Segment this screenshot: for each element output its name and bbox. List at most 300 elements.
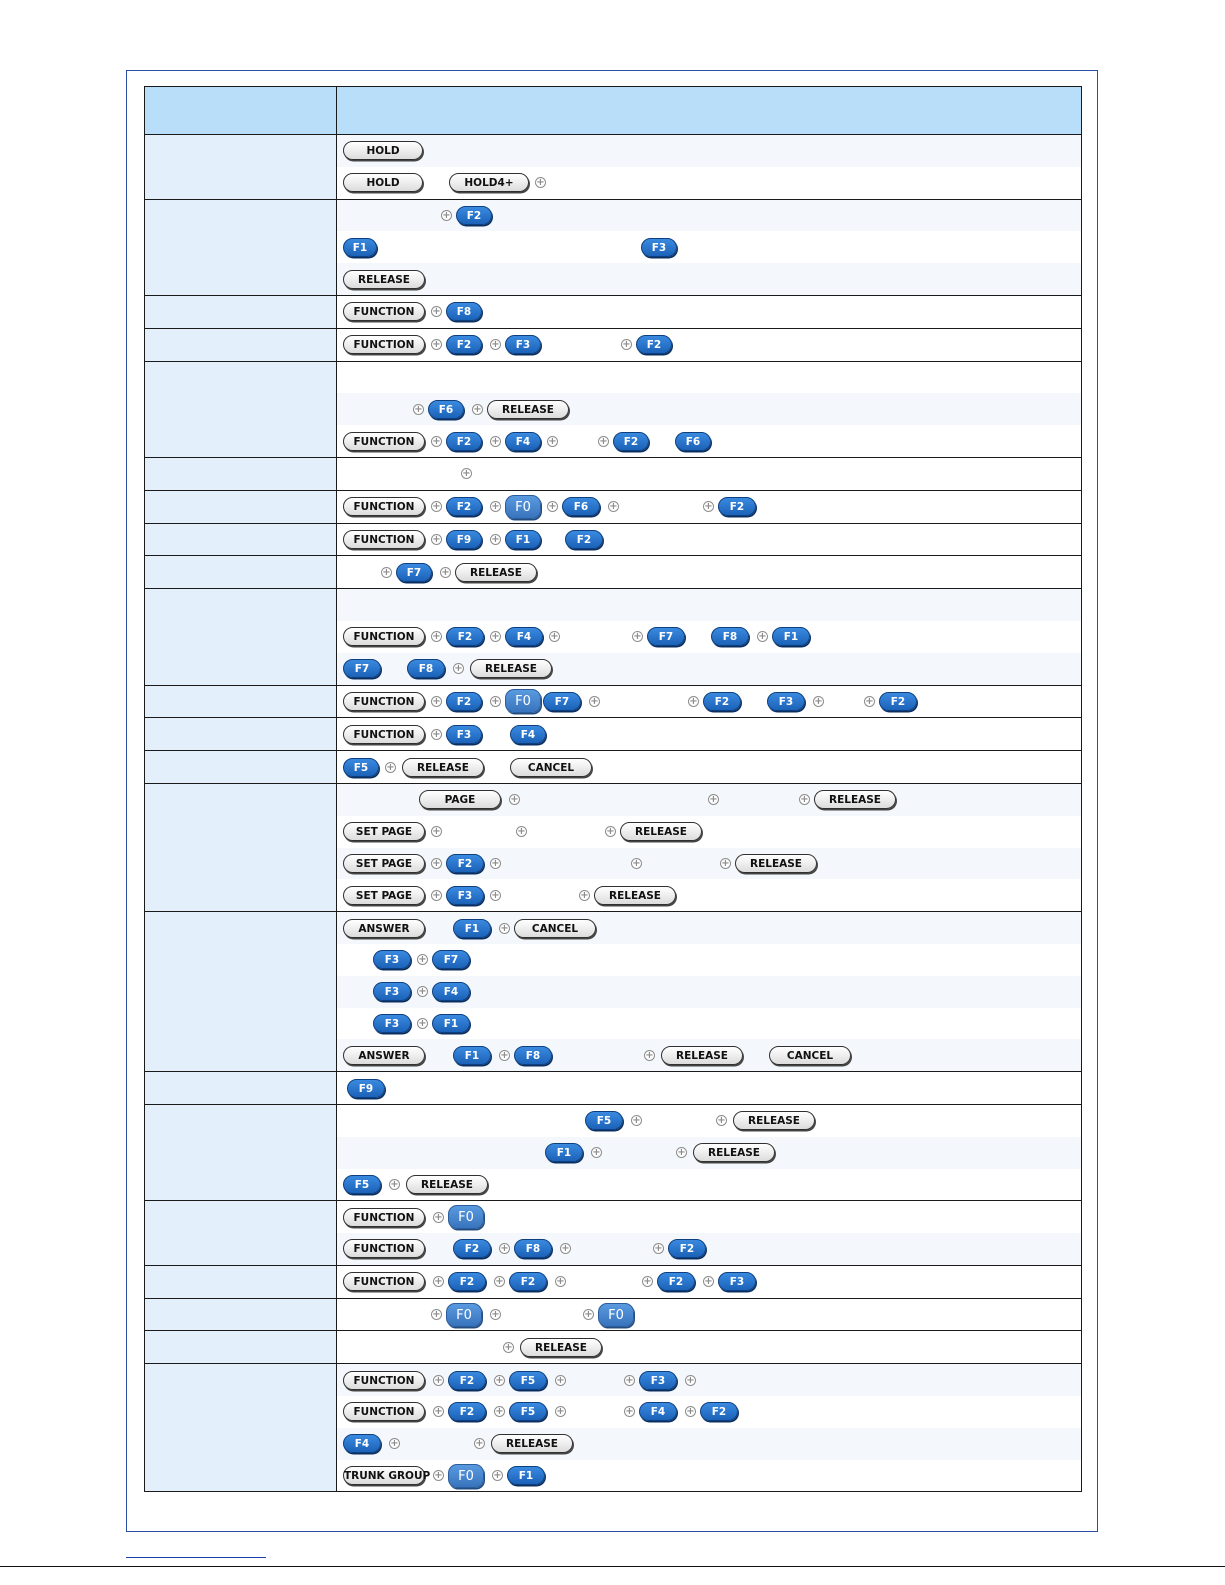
procedure-line — [337, 231, 1081, 263]
procedure-line — [337, 686, 1081, 718]
f4-key[interactable]: F4 — [432, 982, 470, 1001]
function-key[interactable]: FUNCTION — [343, 1208, 425, 1227]
plus-icon: + — [654, 1243, 663, 1255]
feature-cell — [145, 751, 337, 784]
plus-icon: + — [454, 663, 463, 675]
table-row — [145, 718, 1082, 751]
release-key[interactable]: RELEASE — [693, 1143, 775, 1162]
f2-key[interactable]: F2 — [448, 1371, 486, 1390]
procedure-line — [337, 1072, 1081, 1104]
procedure-line — [337, 458, 1081, 490]
procedure-cell — [337, 295, 1082, 328]
procedure-line — [337, 1364, 1081, 1396]
f0-key[interactable]: F0 — [505, 495, 541, 519]
f4-key[interactable]: F4 — [505, 627, 543, 646]
procedure-line — [337, 1460, 1081, 1492]
plus-icon: + — [434, 1406, 443, 1418]
plus-icon: + — [584, 1309, 593, 1321]
procedure-line — [337, 1428, 1081, 1460]
plus-icon: + — [432, 339, 441, 351]
procedure-cell — [337, 912, 1082, 1072]
f8-key[interactable]: F8 — [407, 659, 445, 678]
f6-key[interactable]: F6 — [675, 432, 711, 451]
f3-key[interactable]: F3 — [505, 335, 541, 354]
procedure-cell — [337, 718, 1082, 751]
procedure-line — [337, 1137, 1081, 1169]
feature-cell — [145, 589, 337, 685]
f1-key[interactable]: F1 — [343, 238, 377, 257]
feature-cell — [145, 556, 337, 589]
header-procedure-cell — [337, 87, 1082, 135]
feature-cell — [145, 523, 337, 556]
f6-key[interactable]: F6 — [562, 497, 600, 516]
f3-key[interactable]: F3 — [373, 950, 411, 969]
f7-key[interactable]: F7 — [396, 563, 432, 582]
plus-icon: + — [495, 1374, 504, 1386]
function-key[interactable]: FUNCTION — [343, 1402, 425, 1421]
plus-icon: + — [495, 1276, 504, 1288]
plus-icon: + — [432, 435, 441, 447]
f2-key[interactable]: F2 — [446, 854, 484, 873]
procedure-line — [337, 393, 1081, 425]
plus-icon: + — [500, 922, 509, 934]
procedure-line — [337, 784, 1081, 816]
f0-key[interactable]: F0 — [505, 689, 541, 713]
table-row — [145, 199, 1082, 295]
f2-key[interactable]: F2 — [446, 497, 482, 516]
plus-icon: + — [432, 631, 441, 643]
f1-key[interactable]: F1 — [545, 1143, 583, 1162]
plus-icon: + — [556, 1374, 565, 1386]
function-key[interactable]: FUNCTION — [343, 302, 425, 321]
procedure-cell — [337, 589, 1082, 685]
plus-icon: + — [643, 1276, 652, 1288]
plus-icon: + — [686, 1406, 695, 1418]
feature-cell — [145, 1104, 337, 1200]
plus-icon: + — [504, 1341, 513, 1353]
plus-icon: + — [580, 889, 589, 901]
plus-icon: + — [462, 468, 471, 480]
plus-icon: + — [704, 1276, 713, 1288]
f1-key[interactable]: F1 — [432, 1014, 470, 1033]
f2-key[interactable]: F2 — [453, 1239, 491, 1258]
function-key[interactable]: FUNCTION — [343, 530, 425, 549]
procedure-line — [337, 1331, 1081, 1363]
release-key[interactable]: RELEASE — [594, 886, 676, 905]
f2-key[interactable]: F2 — [446, 335, 482, 354]
set-page-key[interactable]: SET PAGE — [343, 886, 425, 905]
f2-key[interactable]: F2 — [879, 692, 917, 711]
procedure-line — [337, 1266, 1081, 1298]
plus-icon: + — [704, 501, 713, 513]
f3-key[interactable]: F3 — [373, 1014, 411, 1033]
hold4-key[interactable]: HOLD4+ — [449, 173, 529, 192]
feature-cell — [145, 718, 337, 751]
plus-icon: + — [592, 1147, 601, 1159]
feature-cell — [145, 1298, 337, 1331]
table-row — [145, 751, 1082, 784]
procedure-line — [337, 621, 1081, 653]
function-key[interactable]: FUNCTION — [343, 1371, 425, 1390]
f3-key[interactable]: F3 — [641, 238, 677, 257]
function-key[interactable]: FUNCTION — [343, 432, 425, 451]
table-row — [145, 1072, 1082, 1105]
plus-icon: + — [550, 631, 559, 643]
procedure-cell — [337, 135, 1082, 200]
release-key[interactable]: RELEASE — [455, 563, 537, 582]
table-row — [145, 328, 1082, 361]
plus-icon: + — [717, 1115, 726, 1127]
feature-cell — [145, 457, 337, 490]
procedure-line — [337, 329, 1081, 361]
procedure-line — [337, 653, 1081, 685]
f7-key[interactable]: F7 — [647, 627, 685, 646]
f2-key[interactable]: F2 — [718, 497, 756, 516]
f8-key[interactable]: F8 — [514, 1046, 552, 1065]
table-row — [145, 1201, 1082, 1266]
plus-icon: + — [491, 857, 500, 869]
procedure-line — [337, 1008, 1081, 1040]
procedure-line — [337, 425, 1081, 457]
f3-key[interactable]: F3 — [446, 725, 482, 744]
table-row — [145, 457, 1082, 490]
plus-icon: + — [434, 1211, 443, 1223]
procedure-cell — [337, 556, 1082, 589]
f2-key[interactable]: F2 — [446, 432, 482, 451]
feature-cell — [145, 328, 337, 361]
plus-icon: + — [491, 435, 500, 447]
f1-key[interactable]: F1 — [505, 530, 541, 549]
procedure-cell — [337, 1364, 1082, 1492]
f9-key[interactable]: F9 — [347, 1079, 385, 1098]
procedure-cell — [337, 199, 1082, 295]
f2-key[interactable]: F2 — [703, 692, 741, 711]
feature-cell — [145, 1201, 337, 1266]
plus-icon: + — [493, 1470, 502, 1482]
procedure-cell — [337, 1331, 1082, 1364]
feature-cell — [145, 295, 337, 328]
f2-key[interactable]: F2 — [613, 432, 649, 451]
plus-icon: + — [491, 631, 500, 643]
f2-key[interactable]: F2 — [446, 692, 482, 711]
plus-icon: + — [721, 857, 730, 869]
plus-icon: + — [432, 826, 441, 838]
plus-icon: + — [500, 1049, 509, 1061]
plus-icon: + — [491, 695, 500, 707]
plus-icon: + — [390, 1178, 399, 1190]
release-key[interactable]: RELEASE — [733, 1111, 815, 1130]
f3-key[interactable]: F3 — [767, 692, 805, 711]
f7-key[interactable]: F7 — [432, 950, 470, 969]
function-key[interactable]: FUNCTION — [343, 627, 425, 646]
f4-key[interactable]: F4 — [510, 725, 546, 744]
f5-key[interactable]: F5 — [509, 1402, 547, 1421]
set-page-key[interactable]: SET PAGE — [343, 854, 425, 873]
plus-icon: + — [418, 1017, 427, 1029]
procedure-line — [337, 556, 1081, 588]
procedure-line — [337, 491, 1081, 523]
table-row — [145, 685, 1082, 718]
f6-key[interactable]: F6 — [428, 400, 464, 419]
release-key[interactable]: RELEASE — [735, 854, 817, 873]
procedure-line — [337, 263, 1081, 295]
plus-icon: + — [625, 1406, 634, 1418]
f2-key[interactable]: F2 — [700, 1402, 738, 1421]
footer-link-underline[interactable] — [126, 1557, 266, 1558]
procedure-line — [337, 1233, 1081, 1265]
feature-cell — [145, 1331, 337, 1364]
feature-cell — [145, 1072, 337, 1105]
f2-key[interactable]: F2 — [565, 530, 603, 549]
procedure-line — [337, 976, 1081, 1008]
release-key[interactable]: RELEASE — [661, 1046, 743, 1065]
procedure-line — [337, 1169, 1081, 1201]
plus-icon: + — [414, 403, 423, 415]
plus-icon: + — [382, 566, 391, 578]
plus-icon: + — [599, 435, 608, 447]
plus-icon: + — [491, 889, 500, 901]
plus-icon: + — [814, 695, 823, 707]
table-row — [145, 912, 1082, 1072]
cancel-key[interactable]: CANCEL — [769, 1046, 851, 1065]
plus-icon: + — [556, 1276, 565, 1288]
plus-icon: + — [709, 794, 718, 806]
answer-key[interactable]: ANSWER — [343, 1046, 425, 1065]
f1-key[interactable]: F1 — [507, 1466, 545, 1485]
f1-key[interactable]: F1 — [453, 1046, 491, 1065]
f0-key[interactable]: F0 — [448, 1464, 484, 1488]
function-key[interactable]: FUNCTION — [343, 1272, 425, 1291]
procedure-cell — [337, 751, 1082, 784]
f4-key[interactable]: F4 — [343, 1434, 381, 1453]
f8-key[interactable]: F8 — [711, 627, 749, 646]
f5-key[interactable]: F5 — [343, 1175, 381, 1194]
plus-icon: + — [632, 1115, 641, 1127]
f5-key[interactable]: F5 — [509, 1371, 547, 1390]
plus-icon: + — [432, 1309, 441, 1321]
procedure-line — [337, 751, 1081, 783]
plus-icon: + — [432, 533, 441, 545]
set-page-key[interactable]: SET PAGE — [343, 822, 425, 841]
plus-icon: + — [434, 1374, 443, 1386]
procedure-line — [337, 912, 1081, 944]
plus-icon: + — [442, 209, 451, 221]
f1-key[interactable]: F1 — [772, 627, 810, 646]
plus-icon: + — [645, 1049, 654, 1061]
procedure-line — [337, 524, 1081, 556]
procedure-cell — [337, 783, 1082, 911]
plus-icon: + — [432, 306, 441, 318]
f3-key[interactable]: F3 — [639, 1371, 677, 1390]
function-key[interactable]: FUNCTION — [343, 497, 425, 516]
f1-key[interactable]: F1 — [453, 919, 491, 938]
function-key[interactable]: FUNCTION — [343, 1239, 425, 1258]
release-key[interactable]: RELEASE — [470, 659, 552, 678]
function-key[interactable]: FUNCTION — [343, 725, 425, 744]
plus-icon: + — [491, 339, 500, 351]
plus-icon: + — [491, 501, 500, 513]
table-row — [145, 783, 1082, 911]
release-key[interactable]: RELEASE — [343, 270, 425, 289]
release-key[interactable]: RELEASE — [402, 758, 484, 777]
plus-icon: + — [548, 435, 557, 447]
procedure-cell — [337, 523, 1082, 556]
hold-key[interactable]: HOLD — [343, 173, 423, 192]
plus-icon: + — [441, 566, 450, 578]
f9-key[interactable]: F9 — [446, 530, 482, 549]
table-row — [145, 523, 1082, 556]
plus-icon: + — [548, 501, 557, 513]
procedure-line — [337, 1039, 1081, 1071]
feature-table — [144, 86, 1082, 1492]
release-key[interactable]: RELEASE — [491, 1434, 573, 1453]
f7-key[interactable]: F7 — [343, 659, 381, 678]
plus-icon: + — [517, 826, 526, 838]
feature-cell — [145, 1364, 337, 1492]
plus-icon: + — [758, 631, 767, 643]
release-key[interactable]: RELEASE — [487, 400, 569, 419]
plus-icon: + — [475, 1438, 484, 1450]
procedure-line — [337, 167, 1081, 199]
f2-key[interactable]: F2 — [509, 1272, 547, 1291]
procedure-cell — [337, 1265, 1082, 1298]
plus-icon: + — [386, 761, 395, 773]
feature-cell — [145, 199, 337, 295]
plus-icon: + — [536, 177, 545, 189]
table-row — [145, 1104, 1082, 1200]
procedure-line — [337, 589, 1081, 621]
table-row — [145, 490, 1082, 523]
procedure-line — [337, 848, 1081, 880]
hold-key[interactable]: HOLD — [343, 141, 423, 160]
release-key[interactable]: RELEASE — [814, 790, 896, 809]
procedure-line — [337, 1201, 1081, 1233]
procedure-line — [337, 879, 1081, 911]
f2-key[interactable]: F2 — [448, 1272, 486, 1291]
plus-icon: + — [432, 857, 441, 869]
f2-key[interactable]: F2 — [456, 206, 492, 225]
cancel-key[interactable]: CANCEL — [510, 758, 592, 777]
table-row — [145, 1298, 1082, 1331]
table-header-row — [145, 87, 1082, 135]
f3-key[interactable]: F3 — [718, 1272, 756, 1291]
procedure-line — [337, 200, 1081, 232]
release-key[interactable]: RELEASE — [520, 1338, 602, 1357]
feature-cell — [145, 1265, 337, 1298]
feature-cell — [145, 783, 337, 911]
procedure-line — [337, 1299, 1081, 1331]
plus-icon: + — [500, 1243, 509, 1255]
procedure-cell — [337, 490, 1082, 523]
plus-icon: + — [865, 695, 874, 707]
f0-key[interactable]: F0 — [598, 1303, 634, 1327]
plus-icon: + — [686, 1374, 695, 1386]
f0-key[interactable]: F0 — [446, 1303, 482, 1327]
procedure-line — [337, 816, 1081, 848]
plus-icon: + — [491, 533, 500, 545]
f2-key[interactable]: F2 — [657, 1272, 695, 1291]
procedure-cell — [337, 361, 1082, 457]
trunk-group-key[interactable]: TRUNK GROUP — [343, 1466, 425, 1485]
table-row — [145, 361, 1082, 457]
plus-icon: + — [606, 826, 615, 838]
procedure-line — [337, 362, 1081, 394]
procedure-cell — [337, 328, 1082, 361]
f4-key[interactable]: F4 — [639, 1402, 677, 1421]
plus-icon: + — [434, 1470, 443, 1482]
plus-icon: + — [561, 1243, 570, 1255]
release-key[interactable]: RELEASE — [620, 822, 702, 841]
plus-icon: + — [633, 631, 642, 643]
plus-icon: + — [510, 794, 519, 806]
feature-cell — [145, 361, 337, 457]
procedure-cell — [337, 1072, 1082, 1105]
plus-icon: + — [622, 339, 631, 351]
f4-key[interactable]: F4 — [505, 432, 541, 451]
page-key[interactable]: PAGE — [419, 790, 501, 809]
table-row — [145, 556, 1082, 589]
f2-key[interactable]: F2 — [446, 627, 484, 646]
table-row — [145, 1331, 1082, 1364]
plus-icon: + — [632, 857, 641, 869]
f3-key[interactable]: F3 — [446, 886, 484, 905]
f8-key[interactable]: F8 — [514, 1239, 552, 1258]
function-key[interactable]: FUNCTION — [343, 335, 425, 354]
f7-key[interactable]: F7 — [543, 692, 581, 711]
procedure-line — [337, 1396, 1081, 1428]
page-bottom-rule — [0, 1566, 1225, 1567]
f2-key[interactable]: F2 — [636, 335, 672, 354]
plus-icon: + — [491, 1309, 500, 1321]
release-key[interactable]: RELEASE — [406, 1175, 488, 1194]
function-key[interactable]: FUNCTION — [343, 692, 425, 711]
table-row — [145, 135, 1082, 200]
cancel-key[interactable]: CANCEL — [514, 919, 596, 938]
table-row — [145, 295, 1082, 328]
plus-icon: + — [434, 1276, 443, 1288]
plus-icon: + — [609, 501, 618, 513]
procedure-cell — [337, 1201, 1082, 1266]
f5-key[interactable]: F5 — [343, 758, 379, 777]
feature-cell — [145, 685, 337, 718]
f8-key[interactable]: F8 — [446, 302, 482, 321]
procedure-cell — [337, 1104, 1082, 1200]
f2-key[interactable]: F2 — [448, 1402, 486, 1421]
plus-icon: + — [689, 695, 698, 707]
plus-icon: + — [418, 954, 427, 966]
f2-key[interactable]: F2 — [668, 1239, 706, 1258]
procedure-line — [337, 718, 1081, 750]
feature-cell — [145, 490, 337, 523]
answer-key[interactable]: ANSWER — [343, 919, 425, 938]
plus-icon: + — [495, 1406, 504, 1418]
procedure-line — [337, 135, 1081, 167]
plus-icon: + — [677, 1147, 686, 1159]
procedure-cell — [337, 457, 1082, 490]
plus-icon: + — [432, 695, 441, 707]
plus-icon: + — [432, 728, 441, 740]
header-feature-cell — [145, 87, 337, 135]
feature-cell — [145, 135, 337, 200]
f5-key[interactable]: F5 — [585, 1111, 623, 1130]
plus-icon: + — [418, 986, 427, 998]
feature-cell — [145, 912, 337, 1072]
f0-key[interactable]: F0 — [448, 1205, 484, 1229]
procedure-cell — [337, 1298, 1082, 1331]
procedure-line — [337, 944, 1081, 976]
f3-key[interactable]: F3 — [373, 982, 411, 1001]
plus-icon: + — [800, 794, 809, 806]
